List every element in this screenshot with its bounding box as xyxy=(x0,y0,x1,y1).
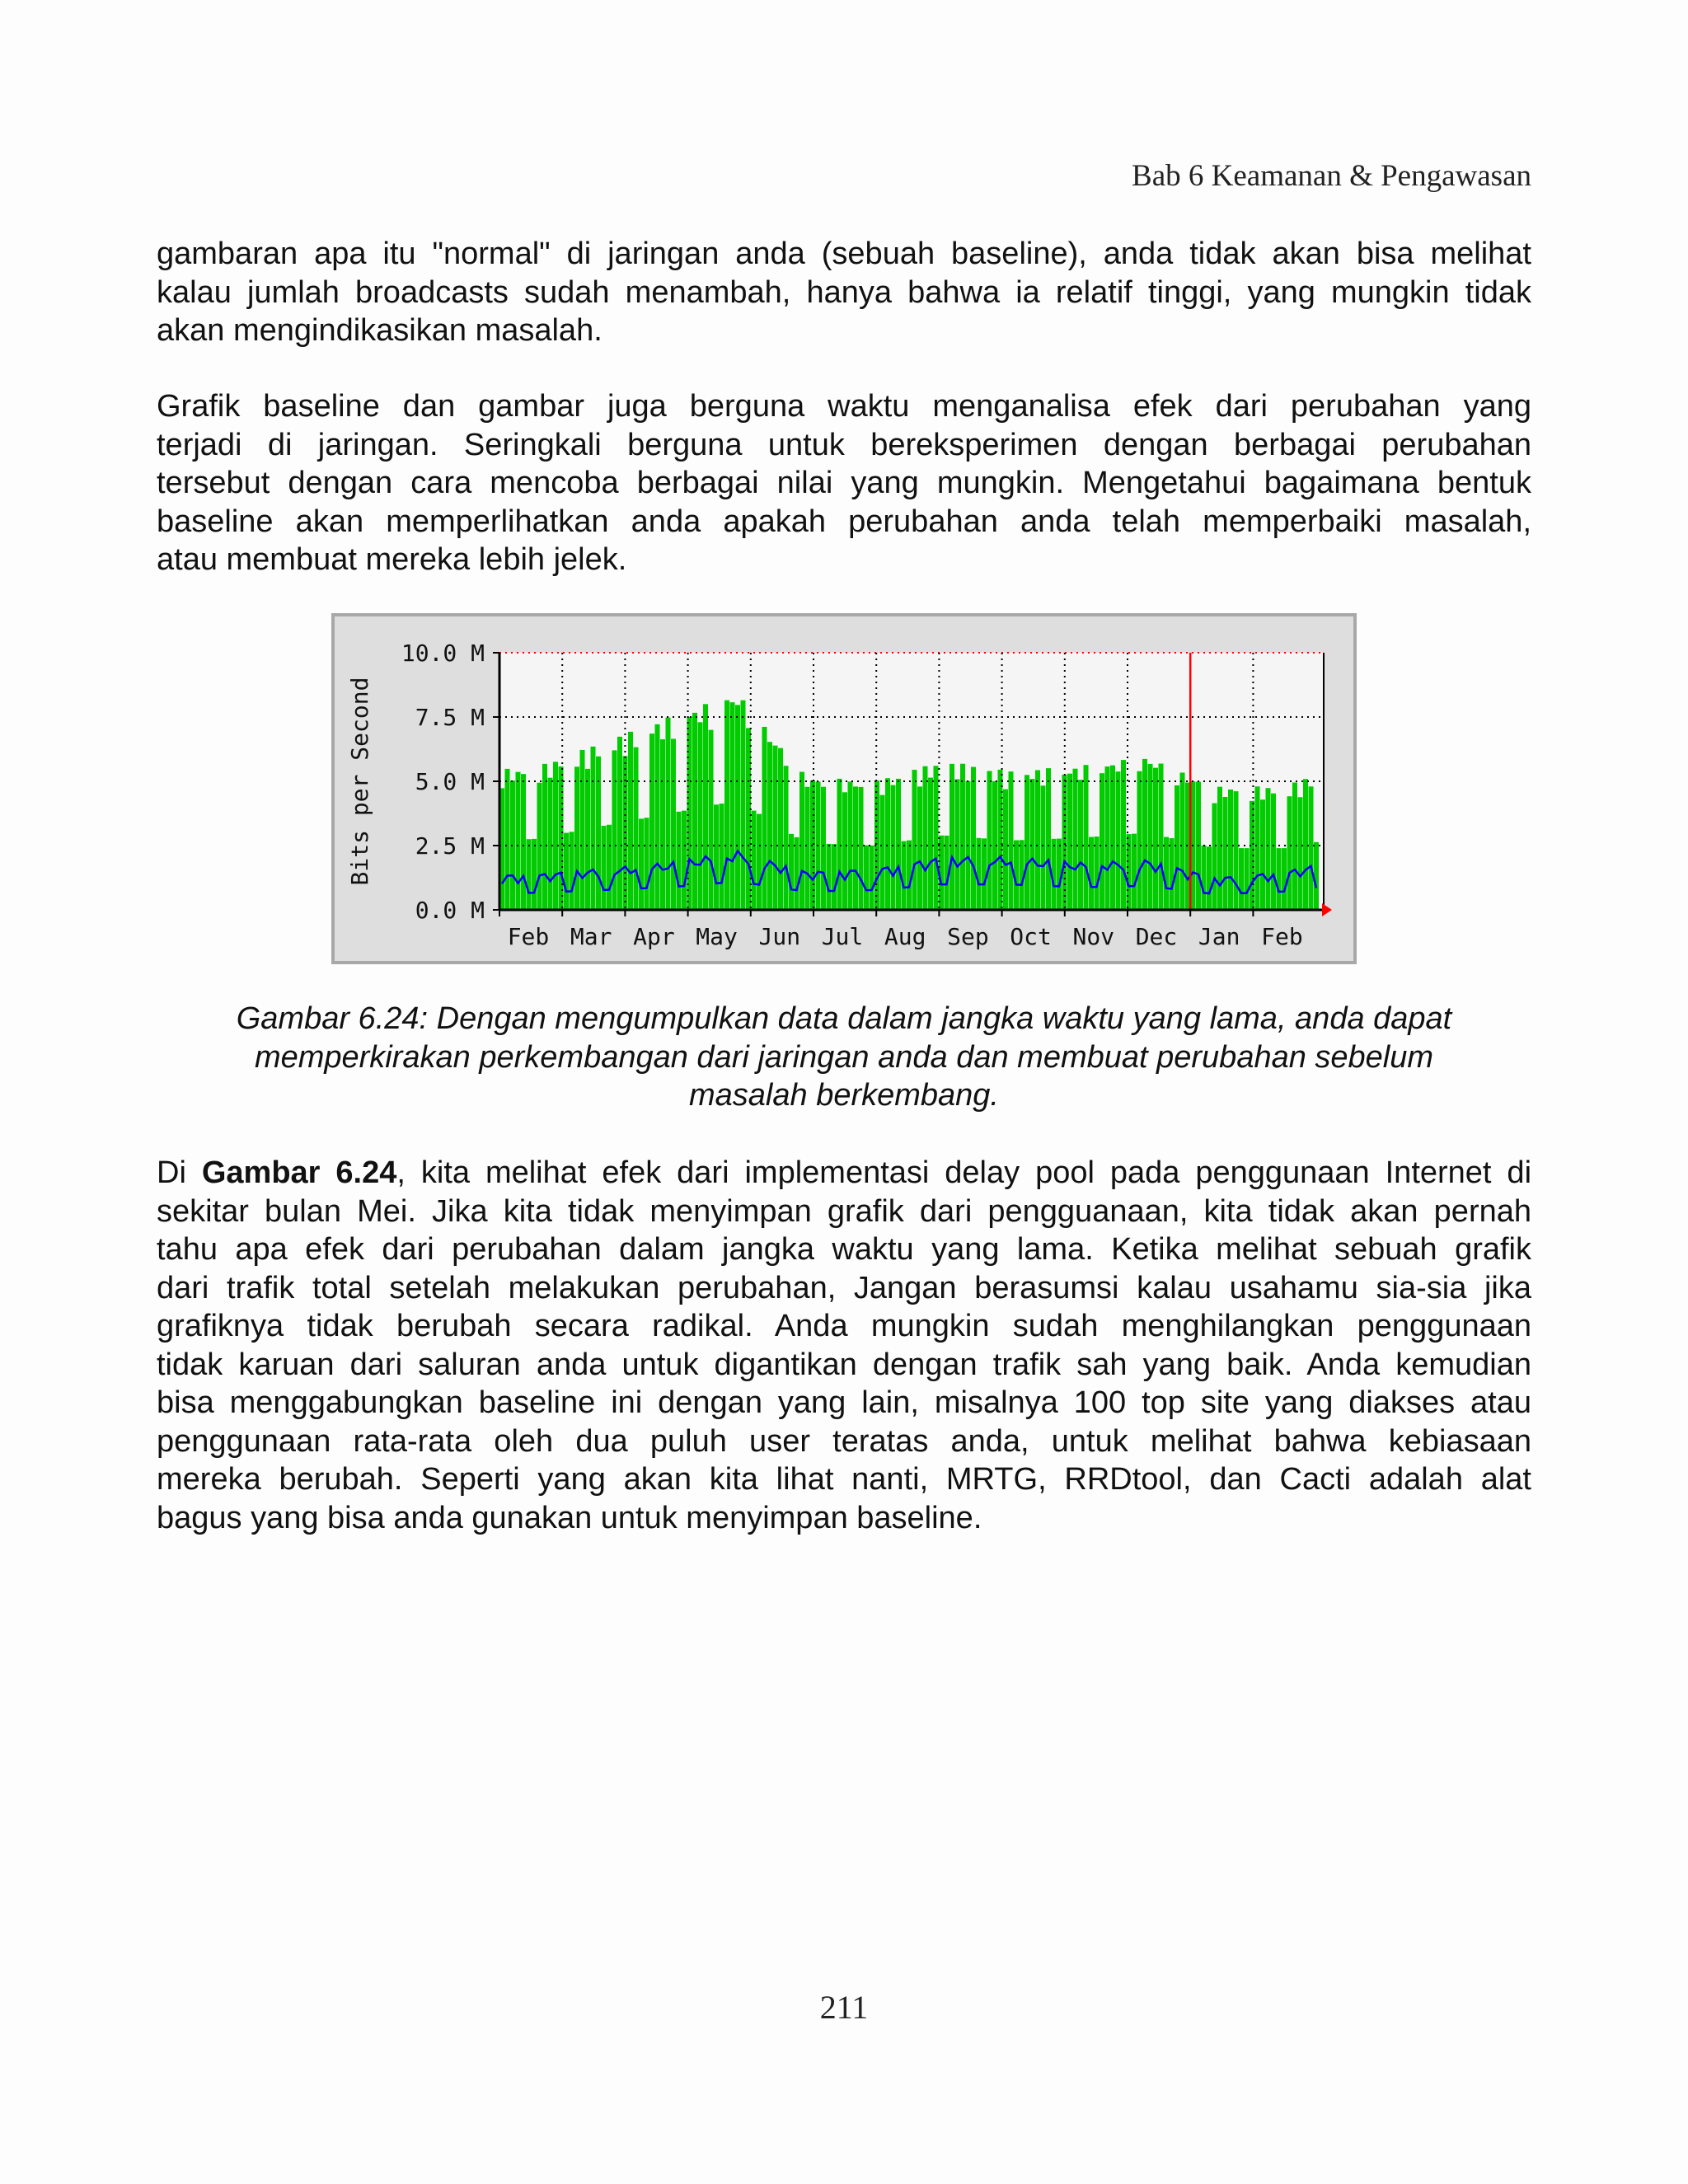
x-tick-label: Jun xyxy=(758,923,801,950)
inbound-bar xyxy=(1041,785,1046,910)
inbound-bar xyxy=(896,779,901,910)
text-line: akan mengindikasikan masalah. xyxy=(157,313,603,348)
inbound-bar xyxy=(1067,774,1072,910)
text-line: gambaran apa itu "normal" di jaringan anda (sebuah baseline), anda tidak akan bisa melihat xyxy=(157,237,1531,271)
inbound-bar xyxy=(1148,764,1153,910)
inbound-bar xyxy=(832,844,837,910)
inbound-bar xyxy=(703,704,708,910)
x-tick-label: Mar xyxy=(570,923,612,950)
x-tick-label: Aug xyxy=(884,923,926,950)
inbound-bar xyxy=(527,839,532,910)
y-axis-label: Bits per Second xyxy=(346,677,373,886)
text-line: kalau jumlah broadcasts sudah menambah, hanya bahwa ia relatif tinggi, yang mungkin tidak xyxy=(157,274,1531,310)
inbound-bar xyxy=(580,750,585,910)
inbound-bar xyxy=(746,728,751,910)
x-tick-label: Dec xyxy=(1135,923,1178,950)
inbound-bar xyxy=(532,839,537,910)
text-line: terjadi di jaringan. Seringkali berguna untuk bereksperimen dengan berbagai perubahan xyxy=(157,427,1531,462)
inbound-bar xyxy=(574,766,579,910)
inbound-bar xyxy=(617,737,622,910)
inbound-bar xyxy=(1100,773,1104,910)
paragraph-2 xyxy=(157,387,1531,579)
caption-line: masalah berkembang. xyxy=(689,1078,999,1113)
y-tick-label: 5.0 M xyxy=(415,768,485,795)
inbound-bar xyxy=(596,757,601,910)
inbound-bar xyxy=(628,732,633,910)
inbound-bar xyxy=(730,702,735,910)
x-tick-label: Oct xyxy=(1010,923,1052,950)
inbound-bar xyxy=(795,837,799,910)
y-tick-label: 7.5 M xyxy=(415,704,485,731)
inbound-bar xyxy=(660,739,665,910)
inbound-bar xyxy=(724,701,729,910)
inbound-bar xyxy=(1159,764,1164,910)
inbound-bar xyxy=(682,811,687,910)
inbound-bar xyxy=(1234,791,1239,910)
inbound-bar xyxy=(1298,797,1303,910)
inbound-bar xyxy=(1266,788,1271,910)
inbound-bar xyxy=(1260,799,1265,910)
inbound-bar xyxy=(564,833,569,910)
x-tick-label: Feb xyxy=(1261,923,1303,950)
x-tick-label: Jan xyxy=(1198,923,1240,950)
text-line xyxy=(157,1154,1531,1193)
inbound-bar xyxy=(1170,838,1175,910)
inbound-bar xyxy=(912,770,917,910)
inbound-bar xyxy=(1180,773,1185,910)
inbound-bar xyxy=(805,787,810,910)
inbound-bar xyxy=(880,795,885,910)
inbound-bar xyxy=(1212,804,1217,910)
inbound-bar xyxy=(1175,785,1179,910)
inbound-bar xyxy=(1073,769,1078,910)
inbound-bar xyxy=(1105,766,1110,910)
inbound-bar xyxy=(521,774,526,910)
inbound-bar xyxy=(698,722,703,910)
inbound-bar xyxy=(752,811,757,910)
inbound-bar xyxy=(870,846,874,910)
inbound-bar xyxy=(1084,765,1089,910)
inbound-bar xyxy=(1030,779,1035,910)
inbound-bar xyxy=(505,769,510,910)
caption-line: memperkirakan perkembangan dari jaringan anda dan membuat perubahan sebelum xyxy=(254,1039,1434,1075)
inbound-bar xyxy=(553,762,558,910)
inbound-bar xyxy=(634,748,639,910)
inbound-bar xyxy=(757,814,762,910)
y-tick-label: 0.0 M xyxy=(415,897,485,924)
x-tick-label: May xyxy=(696,923,738,950)
inbound-bar xyxy=(1245,848,1250,910)
inbound-bar xyxy=(585,769,590,910)
inbound-bar xyxy=(773,746,778,910)
y-tick-label: 2.5 M xyxy=(415,832,485,860)
inbound-bar xyxy=(827,844,832,910)
inbound-bar xyxy=(1271,794,1276,910)
inbound-bar xyxy=(1239,848,1244,910)
inbound-bar xyxy=(692,713,697,910)
x-tick-label: Feb xyxy=(507,923,550,950)
inbound-bar xyxy=(1009,771,1014,910)
inbound-bar xyxy=(1303,779,1308,910)
paragraph-3 xyxy=(157,1154,1531,1537)
inbound-bar xyxy=(762,727,767,910)
page-number: 211 xyxy=(819,1989,869,2026)
inbound-bar xyxy=(1121,760,1126,910)
inbound-bar xyxy=(885,778,890,910)
inbound-bar xyxy=(917,786,922,910)
inbound-bar xyxy=(666,718,671,910)
inbound-bar xyxy=(645,818,649,910)
x-tick-label: Nov xyxy=(1072,923,1115,950)
text-line: mereka berubah. Seperti yang akan kita lihat nanti, MRTG, RRDtool, dan Cacti adalah alat xyxy=(157,1462,1531,1497)
paragraph-1 xyxy=(157,235,1531,350)
inbound-bar xyxy=(1277,848,1282,910)
inbound-bar xyxy=(902,841,907,910)
inbound-bar xyxy=(1202,846,1207,910)
text-line: tersebut dengan cara mencoba berbagai nilai yang mungkin. Mengetahui bagaimana bentuk xyxy=(157,466,1531,500)
inbound-bar xyxy=(1035,770,1040,910)
text-line: tidak karuan dari saluran anda untuk digantikan dengan trafik sah yang baik. Anda kemudian xyxy=(157,1347,1531,1382)
inbound-bar xyxy=(891,785,896,910)
inbound-bar xyxy=(591,747,596,910)
y-tick-label: 10.0 M xyxy=(401,640,485,667)
figure-reference: Gambar 6.24 xyxy=(201,1155,397,1190)
inbound-bar xyxy=(655,724,660,910)
chart-svg xyxy=(335,616,1353,961)
inbound-bar xyxy=(1089,837,1094,910)
text-line: grafiknya tidak berubah secara radikal. Anda mungkin sudah menghilangkan penggunaan xyxy=(157,1309,1531,1343)
inbound-bar xyxy=(950,764,954,910)
inbound-bar xyxy=(853,786,858,910)
inbound-bar xyxy=(714,804,719,910)
text-line: Grafik baseline dan gambar juga berguna waktu menganalisa efek dari perubahan yang xyxy=(157,389,1531,424)
inbound-bar xyxy=(971,767,976,910)
inbound-bar xyxy=(548,778,553,910)
inbound-bar xyxy=(612,750,617,910)
inbound-bar xyxy=(982,838,987,910)
inbound-bar xyxy=(1287,796,1292,910)
text-prefix: Di xyxy=(157,1155,202,1190)
inbound-bar xyxy=(987,771,992,910)
running-header: Bab 6 Keamanan & Pengawasan xyxy=(1132,159,1531,193)
text-line: bisa menggabungkan baseline ini dengan yang lain, misalnya 100 top site yang diakses atau xyxy=(157,1385,1531,1420)
inbound-bar xyxy=(720,804,724,910)
inbound-bar xyxy=(570,832,574,910)
inbound-bar xyxy=(837,779,842,910)
text-line: baseline akan memperlihatkan anda apakah perubahan anda telah memperbaiki masalah, xyxy=(157,504,1531,539)
inbound-bar xyxy=(1110,766,1115,910)
inbound-bar xyxy=(1282,848,1287,910)
x-tick-label: Jul xyxy=(821,923,864,950)
inbound-bar xyxy=(799,772,804,910)
figure-caption xyxy=(157,1000,1531,1115)
inbound-bar xyxy=(784,766,789,910)
inbound-bar xyxy=(1137,771,1142,910)
inbound-bar xyxy=(735,705,740,910)
inbound-bar xyxy=(1207,846,1212,910)
inbound-bar xyxy=(1217,787,1222,910)
inbound-bar xyxy=(923,766,928,910)
inbound-bar xyxy=(842,792,847,910)
text-line: penggunaan rata-rata oleh dua puluh user teratas anda, untuk melihat bahwa kebiasaan xyxy=(157,1423,1531,1459)
inbound-bar xyxy=(1116,771,1121,910)
inbound-bar xyxy=(671,738,676,910)
inbound-bar xyxy=(1153,768,1158,910)
inbound-bar xyxy=(1223,797,1228,910)
caption-line: Gambar 6.24: Dengan mengumpulkan data dalam jangka waktu yang lama, anda dapat xyxy=(236,1001,1452,1036)
inbound-bar xyxy=(977,838,982,910)
inbound-bar xyxy=(907,841,912,910)
x-tick-label: Apr xyxy=(633,923,675,950)
inbound-bar xyxy=(1025,775,1029,910)
text-line: bagus yang bisa anda gunakan untuk menyimpan baseline. xyxy=(157,1500,982,1535)
x-tick-label: Sep xyxy=(947,923,989,950)
inbound-bar xyxy=(955,779,960,910)
inbound-bar xyxy=(677,812,682,910)
inbound-bar xyxy=(741,701,746,910)
text-line: dari trafik total setelah melakukan perubahan, Jangan berasumsi kalau usahamu sia-sia jika xyxy=(157,1270,1531,1305)
inbound-bar xyxy=(607,825,612,910)
inbound-bar xyxy=(602,826,607,910)
inbound-bar xyxy=(1309,786,1314,910)
inbound-bar xyxy=(864,846,869,910)
inbound-bar xyxy=(1003,790,1008,910)
inbound-bar xyxy=(859,787,864,910)
inbound-bar xyxy=(934,766,939,910)
traffic-chart xyxy=(331,613,1357,964)
inbound-bar xyxy=(639,818,644,910)
inbound-bar xyxy=(821,787,826,910)
text-line: sekitar bulan Mei. Jika kita tidak menyimpan grafik dari pengguanaan, kita tidak akan pernah xyxy=(157,1193,1531,1229)
inbound-bar xyxy=(1095,837,1100,910)
inbound-bar xyxy=(960,764,965,910)
inbound-bar xyxy=(778,748,783,910)
axis-arrow xyxy=(1322,903,1332,916)
inbound-bar xyxy=(767,742,772,910)
inbound-bar xyxy=(1314,842,1319,910)
inbound-bar xyxy=(709,730,714,910)
inbound-bar xyxy=(1164,837,1169,910)
inbound-bar xyxy=(649,733,654,910)
inbound-bar xyxy=(1228,790,1233,910)
inbound-bar xyxy=(1046,768,1051,910)
inbound-bar xyxy=(1255,786,1260,910)
inbound-bar xyxy=(998,770,1003,910)
text-line: atau membuat mereka lebih jelek. xyxy=(157,542,627,577)
inbound-bar xyxy=(542,764,547,910)
inbound-bar xyxy=(928,778,933,910)
text-line: tahu apa efek dari perubahan dalam jangka waktu yang lama. Ketika melihat sebuah grafik xyxy=(157,1232,1531,1267)
inbound-bar xyxy=(516,772,521,910)
text-rest: , kita melihat efek dari implementasi delay pool pada penggunaan Internet di xyxy=(396,1155,1532,1190)
